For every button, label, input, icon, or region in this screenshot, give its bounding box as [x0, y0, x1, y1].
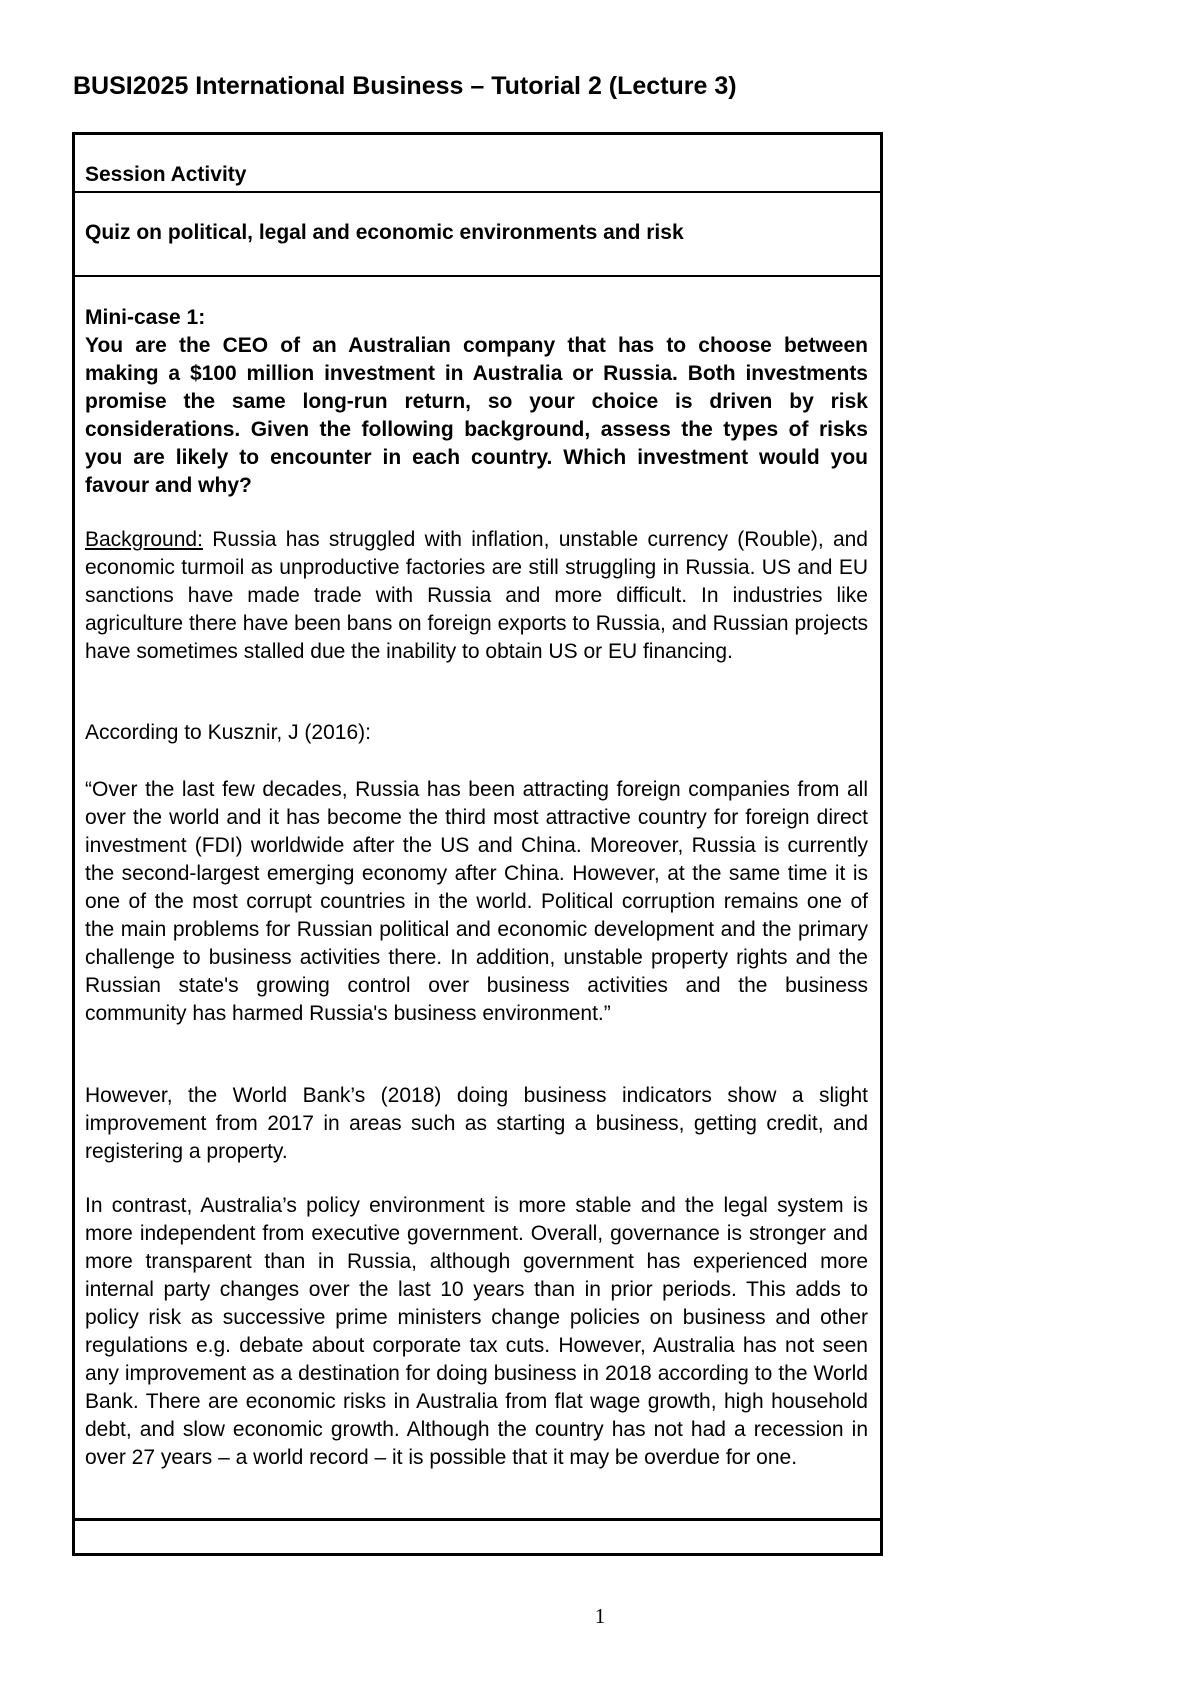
- table-divider: [75, 1518, 880, 1521]
- kusznir-quote: “Over the last few decades, Russia has been attracting foreign companies from all over the world and it has become the third most attractive country for foreign direct investment (FDI) worldwide after the US and China. Moreover, Russia is currently the second-largest emerging economy after China. However, at the same time it is one of the most corrupt countries in the world. Political corruption remains one of the main problems for Russian political and economic development and the primary challenge to business activities there. In addition, unstable property rights and the Russian state's growing control over business activities and the business community has harmed Russia's business environment.”: [85, 778, 868, 1025]
- table-divider: [75, 275, 880, 277]
- table-divider: [75, 191, 880, 193]
- australia-contrast-paragraph: In contrast, Australia’s policy environment is more stable and the legal system is more independent from executive government. Overall, governance is stronger and more transparent than in Russia, although government has experienced more internal party changes over the last 10 years than in prior periods. This adds to policy risk as successive prime ministers change policies on business and other regulations e.g. debate about corporate tax cuts. However, Australia has not seen any improvement as a destination for doing business in 2018 according to the World Bank. There are economic risks in Australia from flat wage growth, high household debt, and slow economic growth. Although the country has not had a recession in over 27 years – a world record – it is possible that it may be overdue for one.: [85, 1194, 868, 1469]
- according-to-line: According to Kusznir, J (2016):: [85, 721, 371, 744]
- background-label: Background:: [85, 528, 203, 551]
- quiz-title: Quiz on political, legal and economic environments and risk: [85, 221, 684, 244]
- background-text: Russia has struggled with inflation, unstable currency (Rouble), and economic turmoil as unproductive factories are still struggling in Russia. US and EU sanctions have made trade with Russia and more difficult. In industries like agriculture there have been bans on foreign exports to Russia, and Russian projects have sometimes stalled due the inability to obtain US or EU financing.: [85, 528, 868, 663]
- page-number: 1: [594, 1604, 606, 1628]
- world-bank-paragraph: However, the World Bank’s (2018) doing business indicators show a slight improvement from 2017 in areas such as starting a business, getting credit, and registering a property.: [85, 1084, 868, 1163]
- activity-table: [72, 132, 883, 1556]
- session-activity-heading: Session Activity: [85, 163, 247, 186]
- mini-case-label: Mini-case 1:: [85, 306, 206, 329]
- document-title: BUSI2025 International Business – Tutorial 2 (Lecture 3): [73, 72, 737, 100]
- mini-case-question: You are the CEO of an Australian company that has to choose between making a $100 million investment in Australia or Russia. Both investments promise the same long-run return, so your choice is driven by risk considerations. Given the following background, assess the types of risks you are likely to encounter in each country. Which investment would you favour and why?: [85, 334, 868, 497]
- background-paragraph: [85, 526, 868, 666]
